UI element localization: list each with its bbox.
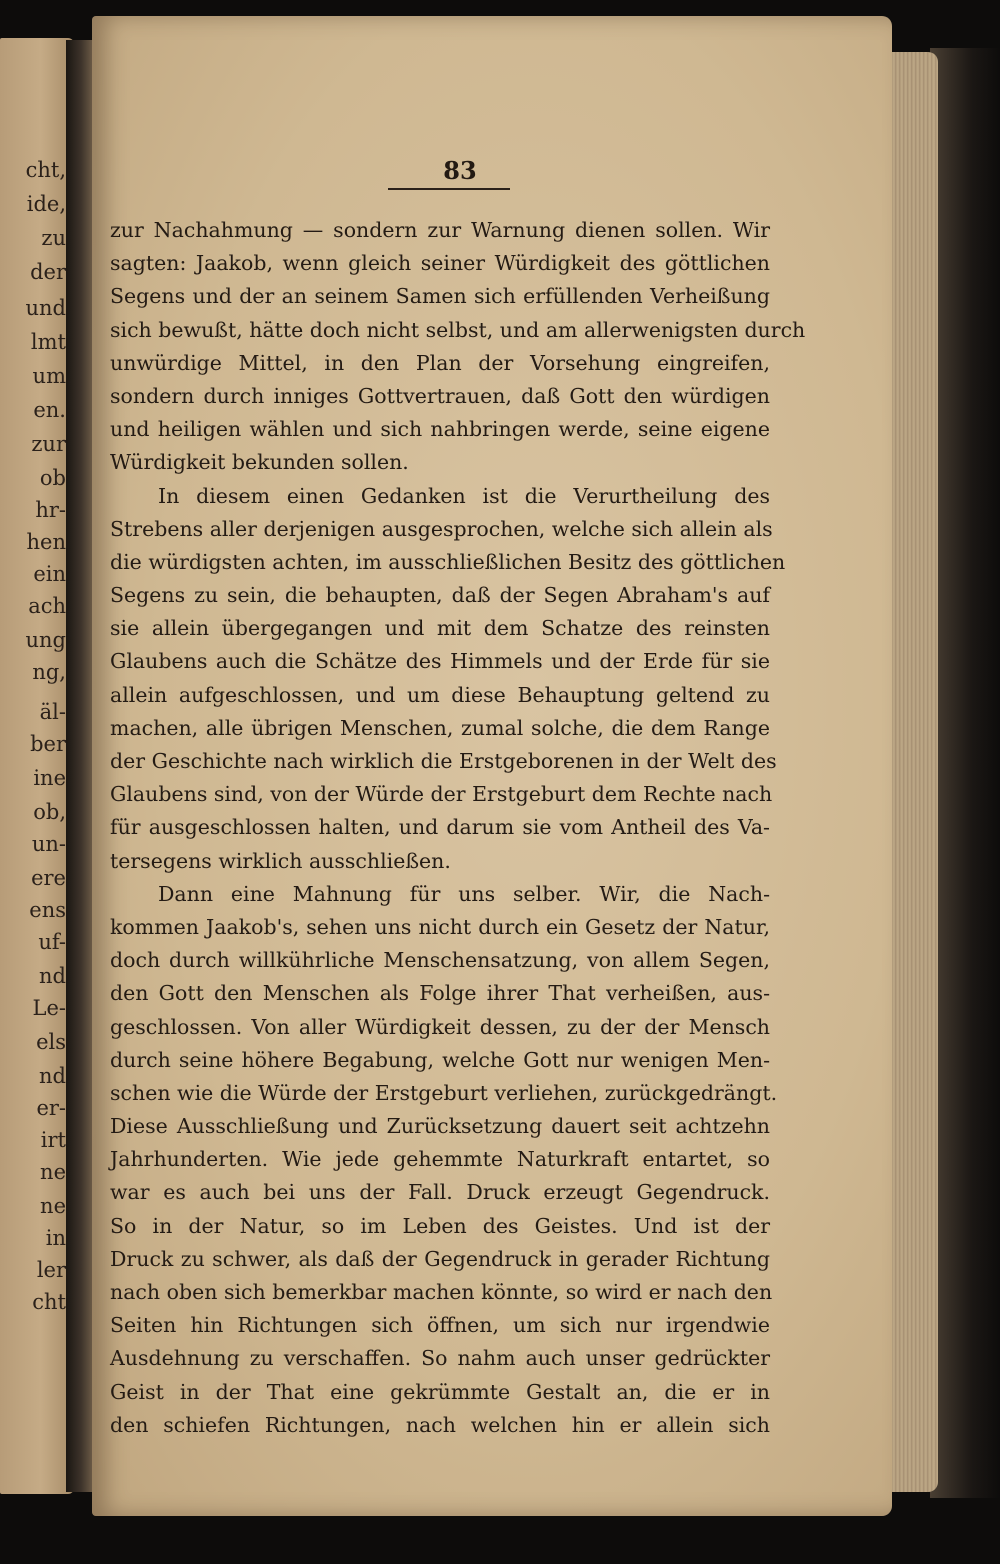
left-page-word-fragment: äl- (39, 700, 66, 724)
left-page-word-fragment: ne (40, 1160, 66, 1184)
left-page-word-fragment: nd (39, 1064, 66, 1088)
page-number: 83 (443, 156, 477, 185)
text-line: Jahrhunderten. Wie jede gehemmte Naturkraft entartet, so (110, 1147, 770, 1172)
left-page-word-fragment: hen (26, 530, 66, 554)
left-page-word-fragment: un- (31, 832, 66, 856)
text-line: für ausgeschlossen halten, und darum sie vom Antheil des Va- (110, 815, 770, 840)
page-body-text (110, 214, 806, 1442)
page-edges-shadow (930, 48, 1000, 1498)
text-line: durch seine höhere Begabung, welche Gott nur wenigen Men- (110, 1047, 770, 1072)
text-line: sich bewußt, hätte doch nicht selbst, und am allerwenigsten durch (110, 317, 806, 342)
text-line: der Geschichte nach wirklich die Erstgeborenen in der Welt des (110, 749, 777, 773)
text-line: geschlossen. Von aller Würdigkeit dessen, zu der der Mensch (110, 1014, 770, 1039)
text-line: allein aufgeschlossen, und um diese Behauptung geltend zu (110, 682, 770, 707)
text-line: sagten: Jaakob, wenn gleich seiner Würdigkeit des göttlichen (110, 251, 770, 276)
text-line: Druck zu schwer, als daß der Gegendruck in gerader Richtung (110, 1246, 770, 1271)
text-line: zur Nachahmung — sondern zur Warnung dienen sollen. Wir (110, 218, 770, 242)
left-page-word-fragment: ung (25, 628, 66, 652)
left-page-word-fragment: uf- (38, 930, 66, 954)
left-page-word-fragment: er- (36, 1096, 66, 1120)
text-line: Würdigkeit bekunden sollen. (110, 450, 409, 475)
left-page-word-fragment: zur (31, 432, 66, 456)
left-page-word-fragment: ler (36, 1258, 66, 1282)
text-line: Strebens aller derjenigen ausgesprochen, welche sich allein als (110, 516, 773, 541)
text-line: Glaubens sind, von der Würde der Erstgeburt dem Rechte nach (110, 782, 773, 807)
left-page-word-fragment: irt (40, 1128, 66, 1152)
left-page-word-fragment: ide, (26, 192, 66, 216)
left-page-word-fragment: cht (32, 1290, 66, 1314)
text-line: sondern durch inniges Gottvertrauen, daß Gott den würdigen (110, 383, 770, 408)
previous-page-edge (0, 38, 74, 1494)
text-line: Glaubens auch die Schätze des Himmels und der Erde für sie (110, 649, 770, 674)
left-page-word-fragment: cht, (25, 158, 66, 182)
left-page-word-fragment: ob (39, 466, 66, 490)
left-page-word-fragment: in (45, 1226, 66, 1250)
text-line: schen wie die Würde der Erstgeburt verliehen, zurückgedrängt. (110, 1080, 778, 1105)
text-line: Segens und der an seinem Samen sich erfüllenden Verheißung (110, 284, 770, 309)
text-line: unwürdige Mittel, in den Plan der Vorsehung eingreifen, (110, 350, 770, 375)
left-page-word-fragment: ein (33, 562, 66, 586)
text-line: So in der Natur, so im Leben des Geistes. Und ist der (110, 1213, 770, 1238)
left-page-word-fragment: nd (39, 964, 66, 988)
left-page-word-fragment: ng, (32, 660, 66, 684)
left-page-word-fragment: els (36, 1030, 66, 1054)
text-line: den schiefen Richtungen, nach welchen hin er allein sich (110, 1412, 770, 1437)
left-page-word-fragment: zu (41, 226, 66, 250)
left-page-word-fragment: der (30, 260, 66, 284)
text-line: den Gott den Menschen als Folge ihrer That verheißen, aus- (110, 981, 770, 1006)
left-page-word-fragment: Le- (32, 996, 66, 1020)
text-line: doch durch willkührliche Menschensatzung, von allem Segen, (110, 948, 770, 973)
left-page-word-fragment: ob, (33, 800, 66, 824)
text-line: machen, alle übrigen Menschen, zumal solche, die dem Range (110, 715, 770, 740)
left-page-word-fragment: ere (31, 866, 66, 890)
text-line: sie allein übergegangen und mit dem Schatze des reinsten (110, 616, 770, 641)
left-page-word-fragment: ne (40, 1194, 66, 1218)
left-page-word-fragment: um (32, 364, 66, 388)
left-page-word-fragment: lmt (30, 330, 66, 354)
left-page-word-fragment: ber (30, 732, 66, 756)
text-line: Diese Ausschließung und Zurücksetzung dauert seit achtzehn (110, 1114, 770, 1139)
text-line: In diesem einen Gedanken ist die Verurtheilung des (158, 483, 770, 508)
text-line: kommen Jaakob's, sehen uns nicht durch ein Gesetz der Natur, (110, 914, 770, 939)
text-line: und heiligen wählen und sich nahbringen werde, seine eigene (110, 417, 770, 442)
text-line: Segens zu sein, die behaupten, daß der Segen Abraham's auf (110, 583, 770, 608)
text-line: tersegens wirklich ausschließen. (110, 848, 451, 873)
text-line: Seiten hin Richtungen sich öffnen, um sich nur irgendwie (110, 1313, 770, 1338)
left-page-word-fragment: ens (29, 898, 66, 922)
text-line: nach oben sich bemerkbar machen könnte, so wird er nach den (110, 1280, 773, 1304)
text-line: die würdigsten achten, im ausschließlichen Besitz des göttlichen (110, 549, 786, 574)
text-line: war es auch bei uns der Fall. Druck erzeugt Gegendruck. (110, 1180, 770, 1205)
left-page-word-fragment: ine (33, 766, 66, 790)
left-page-word-fragment: hr- (35, 498, 66, 522)
text-line: Dann eine Mahnung für uns selber. Wir, die Nach- (158, 881, 770, 906)
text-line: Geist in der That eine gekrümmte Gestalt an, die er in (110, 1379, 770, 1404)
text-line: Ausdehnung zu verschaffen. So nahm auch unser gedrückter (110, 1346, 770, 1371)
left-page-word-fragment: en. (33, 398, 66, 422)
page-number-rule (388, 188, 510, 190)
left-page-word-fragment: ach (28, 594, 66, 618)
left-page-word-fragment: und (25, 296, 66, 320)
